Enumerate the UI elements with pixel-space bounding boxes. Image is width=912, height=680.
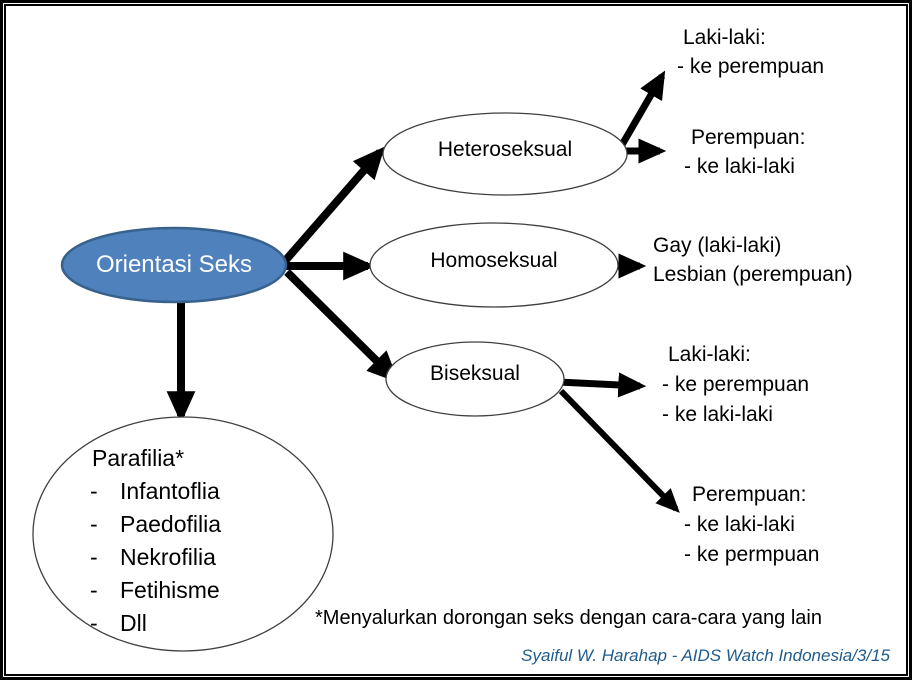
parafilia-item-label: Nekrofilia: [120, 544, 216, 570]
bi-male-block: [662, 340, 809, 430]
bi-female-block: [684, 480, 819, 570]
arrow-root-to-biseksual: [287, 272, 394, 378]
list-dash: -: [90, 610, 98, 636]
list-dash: -: [90, 478, 98, 504]
list-dash: -: [90, 544, 98, 570]
homo-block: [653, 231, 853, 289]
bi-male-line-2: - ke laki-laki: [662, 403, 773, 426]
bi-female-title: Perempuan:: [692, 483, 807, 506]
hetero-male-title: Laki-laki:: [683, 26, 766, 49]
hetero-male-block: [677, 23, 824, 81]
parafilia-item: [90, 607, 221, 640]
bi-male-line-1: - ke perempuan: [662, 373, 810, 396]
parafilia-item: [90, 508, 221, 541]
arrow-bi-to-lakilaki: [558, 382, 640, 386]
arrow-root-to-heteroseksual: [285, 152, 380, 261]
parafilia-item: [90, 475, 221, 508]
list-dash: -: [90, 577, 98, 603]
homoseksual-label: Homoseksual: [430, 249, 558, 272]
parafilia-block: [90, 442, 221, 640]
hetero-female-title: Perempuan:: [691, 126, 806, 149]
heteroseksual-label: Heteroseksual: [437, 138, 573, 161]
parafilia-item-label: Fetihisme: [120, 577, 220, 603]
footnote: *Menyalurkan dorongan seks dengan cara-cara yang lain: [315, 607, 822, 629]
hetero-female-block: [684, 123, 805, 181]
bi-female-line-2: - ke permpuan: [684, 543, 820, 566]
parafilia-item-label: Paedofilia: [120, 511, 222, 537]
hetero-male-line: - ke perempuan: [677, 55, 825, 78]
parafilia-item: [90, 541, 221, 574]
parafilia-item-label: Dll: [120, 610, 147, 636]
bi-female-line-1: - ke laki-laki: [684, 513, 795, 536]
arrow-bi-to-perempuan: [561, 391, 676, 509]
homo-line-lesbian: Lesbian (perempuan): [653, 263, 853, 286]
root-node-label: Orientasi Seks: [95, 251, 253, 278]
parafilia-item: [90, 574, 221, 607]
biseksual-label: Biseksual: [430, 362, 520, 385]
credit-line: Syaiful W. Harahap - AIDS Watch Indonesia/3/15: [521, 646, 890, 665]
parafilia-item-label: Infantoflia: [120, 478, 220, 504]
bi-male-title: Laki-laki:: [668, 343, 751, 366]
list-dash: -: [90, 511, 98, 537]
hetero-female-line: - ke laki-laki: [684, 155, 795, 178]
homo-line-gay: Gay (laki-laki): [653, 234, 782, 257]
parafilia-title: Parafilia*: [92, 445, 185, 471]
